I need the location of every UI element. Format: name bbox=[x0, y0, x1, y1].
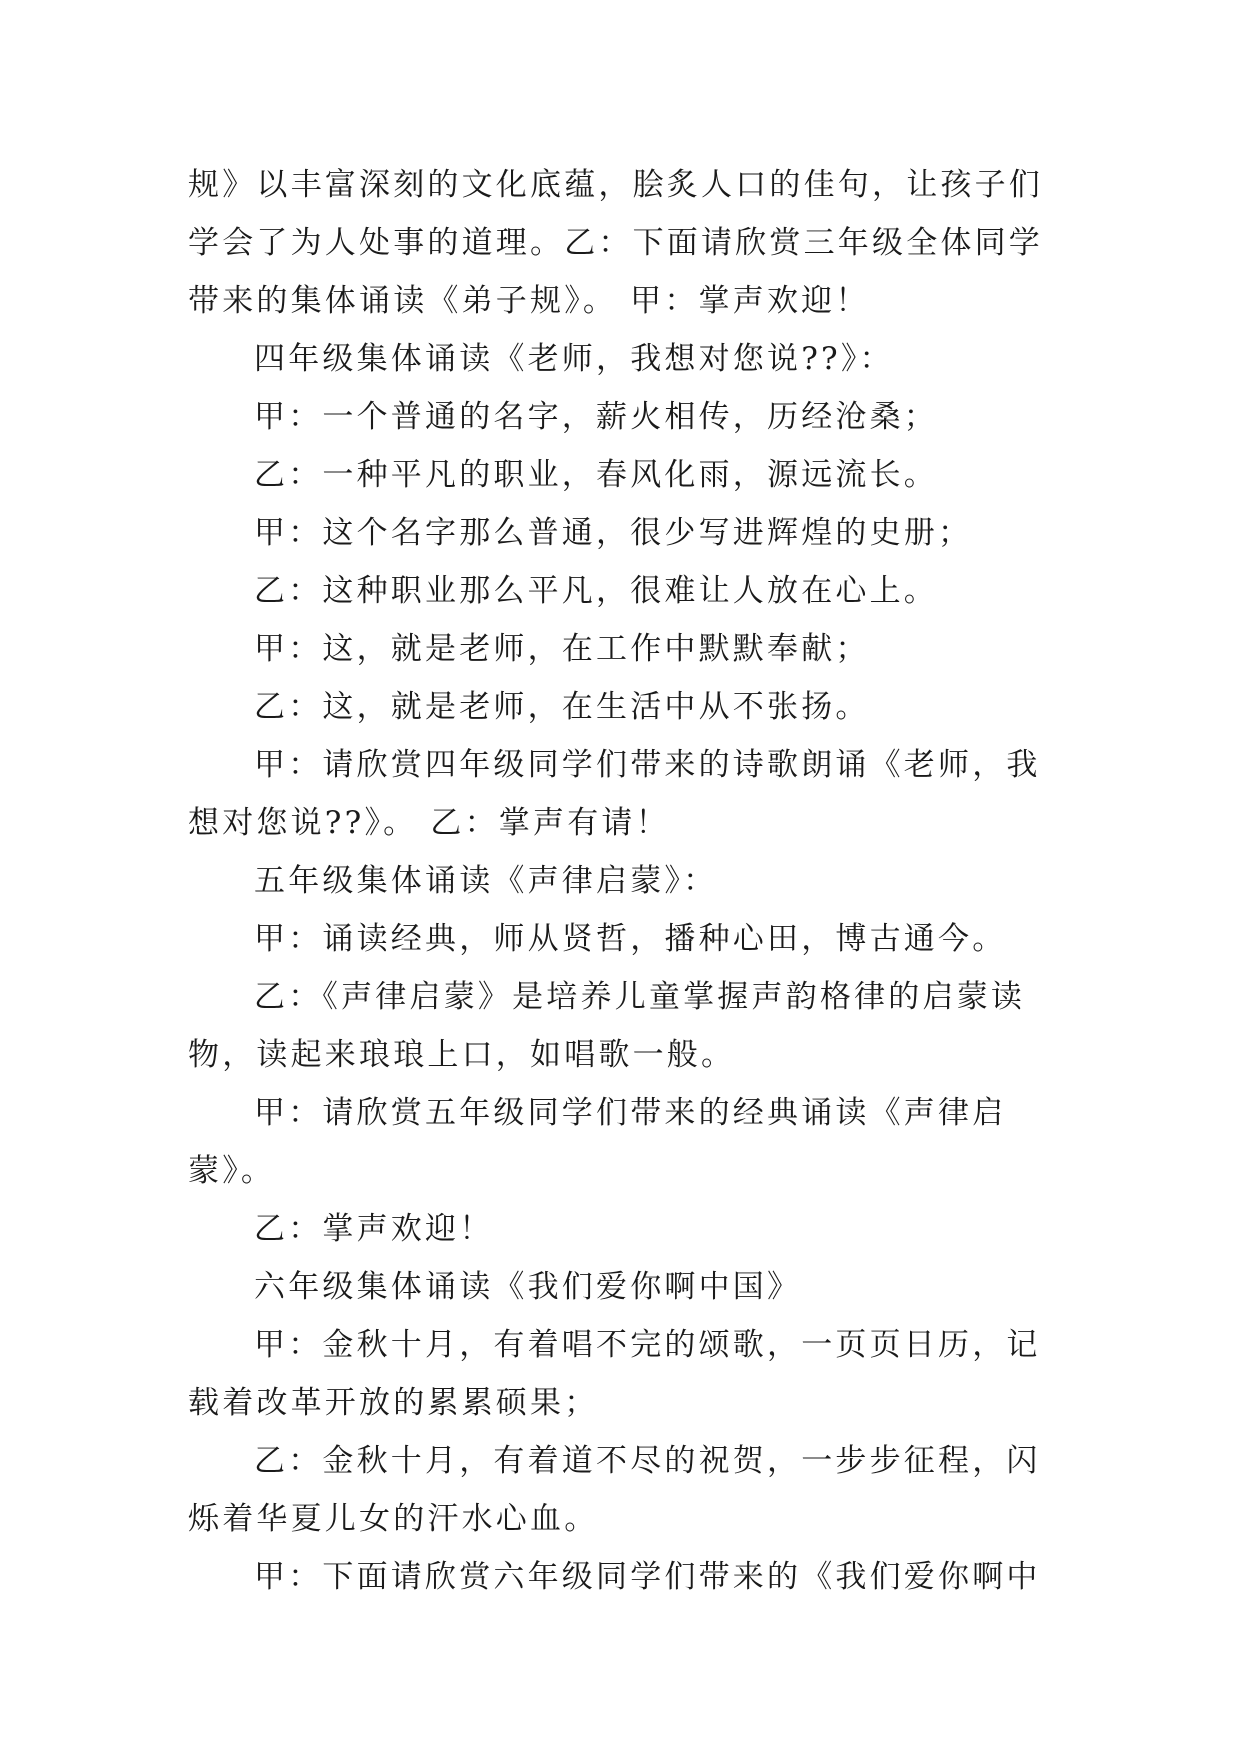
paragraph-13: 甲：请欣赏五年级同学们带来的经典诵读《声律启蒙》。 bbox=[188, 1095, 1007, 1189]
paragraph-16: 甲：金秋十月，有着唱不完的颂歌，一页页日历，记载着改革开放的累累硕果； bbox=[188, 1327, 1041, 1421]
paragraph-8: 乙：这，就是老师，在生活中从不张扬。 bbox=[254, 689, 870, 725]
paragraph-10: 五年级集体诵读《声律启蒙》： bbox=[254, 863, 718, 899]
paragraph-6: 乙：这种职业那么平凡，很难让人放在心上。 bbox=[254, 573, 938, 609]
paragraph-4: 乙：一种平凡的职业，春风化雨，源远流长。 bbox=[254, 457, 938, 493]
paragraph-11: 甲：诵读经典，师从贤哲，播种心田，博古通今。 bbox=[254, 921, 1007, 957]
document-body bbox=[188, 156, 1068, 1606]
paragraph-15: 六年级集体诵读《我们爱你啊中国》 bbox=[254, 1269, 802, 1305]
paragraph-9: 甲：请欣赏四年级同学们带来的诗歌朗诵《老师，我想对您说??》。 乙：掌声有请！ bbox=[188, 747, 1041, 841]
paragraph-7: 甲：这，就是老师，在工作中默默奉献； bbox=[254, 631, 870, 667]
paragraph-17: 乙：金秋十月，有着道不尽的祝贺，一步步征程，闪烁着华夏儿女的汗水心血。 bbox=[188, 1443, 1041, 1537]
paragraph-14: 乙：掌声欢迎！ bbox=[254, 1211, 494, 1247]
paragraph-2: 四年级集体诵读《老师，我想对您说??》： bbox=[254, 341, 894, 377]
paragraph-12: 乙：《声律启蒙》是培养儿童掌握声韵格律的启蒙读物，读起来琅琅上口，如唱歌一般。 bbox=[188, 979, 1026, 1073]
paragraph-3: 甲：一个普通的名字，薪火相传，历经沧桑； bbox=[254, 399, 938, 435]
paragraph-18: 甲：下面请欣赏六年级同学们带来的《我们爱你啊中 bbox=[254, 1559, 1041, 1595]
paragraph-5: 甲：这个名字那么普通，很少写进辉煌的史册； bbox=[254, 515, 973, 551]
paragraph-1: 规》以丰富深刻的文化底蕴，脍炙人口的佳句，让孩子们学会了为人处事的道理。乙：下面请欣赏三年级全体同学带来的集体诵读《弟子规》。 甲：掌声欢迎！ bbox=[188, 167, 1043, 319]
